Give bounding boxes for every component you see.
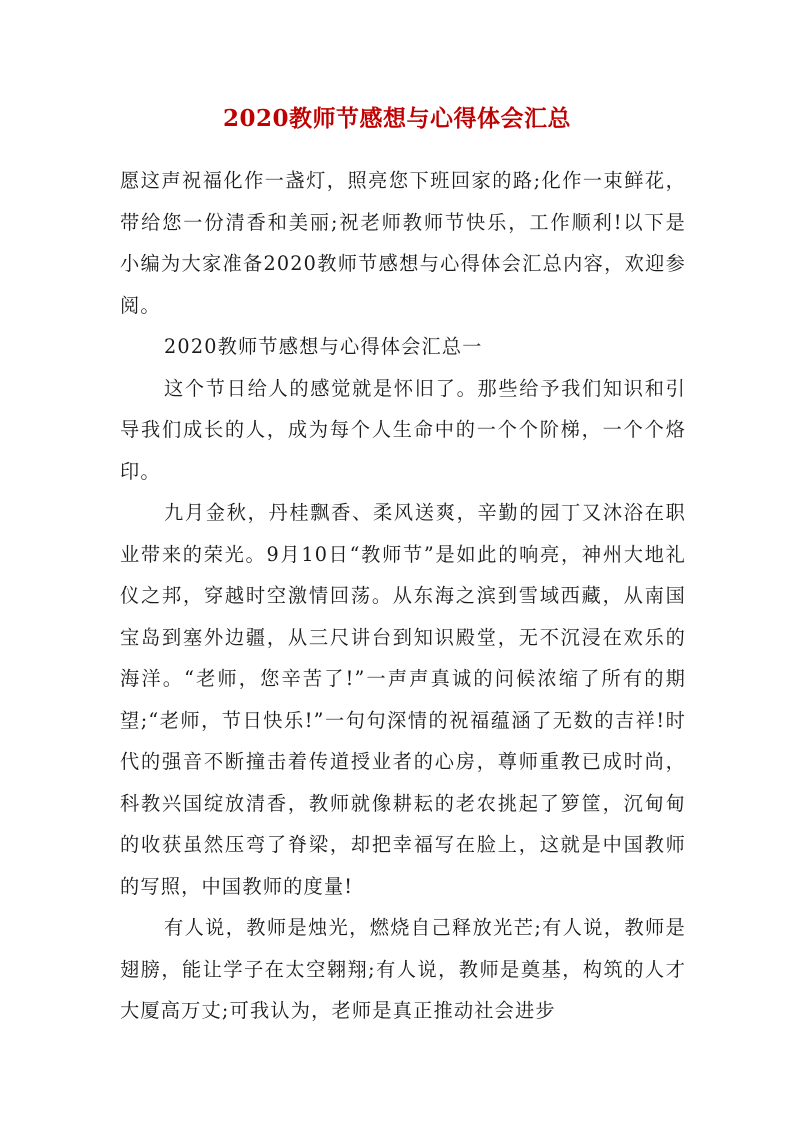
- document-title: 2020教师节感想与心得体会汇总: [222, 105, 571, 132]
- document-body: [120, 160, 686, 1032]
- section-heading: 2020教师节感想与心得体会汇总一: [164, 335, 483, 358]
- body-paragraph-2: 九月金秋，丹桂飘香、柔风送爽，辛勤的园丁又沐浴在职业带来的荣光。9月10日“教师节”是如此的响亮，神州大地礼仪之邦，穿越时空激情回荡。从东海之滨到雪域西藏，从南国宝岛到塞外边疆，从三尺讲台到知识殿堂，无不沉浸在欢乐的海洋。“老师，您辛苦了!”一声声真诚的问候浓缩了所有的期望;“老师，节日快乐!”一句句深情的祝福蕴涵了无数的吉祥!时代的强音不断撞击着传道授业者的心房，尊师重教已成时尚，科教兴国绽放清香，教师就像耕耘的老农挑起了箩筐，沉甸甸的收获虽然压弯了脊梁，却把幸福写在脸上，这就是中国教师的写照，中国教师的度量!: [120, 501, 686, 898]
- body-paragraph-3: 有人说，教师是烛光，燃烧自己释放光芒;有人说，教师是翅膀，能让学子在太空翱翔;有人说，教师是奠基，构筑的人才大厦高万丈;可我认为，老师是真正推动社会进步: [120, 916, 686, 1022]
- body-paragraph-1: 这个节日给人的感觉就是怀旧了。那些给予我们知识和引导我们成长的人，成为每个人生命中的一个个阶梯，一个个烙印。: [120, 376, 686, 483]
- intro-paragraph: 愿这声祝福化作一盏灯，照亮您下班回家的路;化作一束鲜花，带给您一份清香和美丽;祝老师教师节快乐，工作顺利!以下是小编为大家准备2020教师节感想与心得体会汇总内容，欢迎参阅。: [120, 169, 686, 317]
